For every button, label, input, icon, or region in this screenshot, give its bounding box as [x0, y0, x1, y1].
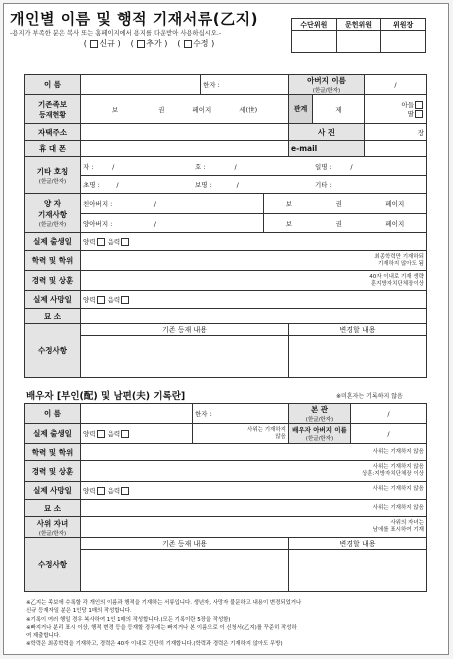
parents-label: 양 자 기재사항 (한글/한자)	[25, 194, 81, 233]
footer-notes	[26, 599, 426, 649]
email-label: e-mail	[289, 141, 365, 157]
spouse-revise-label: 수정사항	[25, 538, 81, 592]
bomyeong-field[interactable]: 보명 : /	[195, 181, 239, 189]
sign-box-2[interactable]	[336, 31, 381, 53]
death-label: 실제 사망일	[25, 291, 81, 309]
signature-table	[291, 18, 426, 53]
bio-father-genealogy[interactable]: 보 권 페이지	[263, 194, 426, 213]
spouse-birth-field[interactable]: 양력 음력	[81, 424, 193, 444]
relation-field[interactable]: 제	[313, 95, 365, 124]
checkbox-icon[interactable]	[97, 430, 105, 438]
checkbox-icon[interactable]	[184, 40, 192, 48]
spouse-career-field[interactable]: 사위는 기재하지 않음 상훈:지방자치단체장 이상	[81, 461, 427, 482]
footer-line: ※빠지거나 분리 표시 이상, 행적 변경 등을 등재할 경우에는 빠지거나 본 이름으로 이 신청서(乙지)를 꾸준히 작성하	[26, 624, 297, 631]
form-subtitle: -용지가 부족한 분은 복사 또는 홈페이지에서 용지를 다운받아 사용하십시오.-	[10, 30, 222, 37]
old-content-field[interactable]	[81, 336, 289, 378]
spouse-new-content-field[interactable]	[289, 550, 427, 592]
revise-label: 수정사항	[25, 324, 81, 378]
spouse-hanja-field[interactable]: 한자 :	[193, 404, 289, 424]
spouse-old-content-field[interactable]	[81, 550, 289, 592]
footer-line: ※기록이 여러 행일 경우 복사하여 1인 1매의 작성합니다.(모든 기록이란 5장을 작성함)	[26, 616, 231, 623]
spouse-table	[24, 403, 427, 592]
person-table	[24, 74, 427, 378]
sign-header-3: 위원장	[381, 19, 426, 31]
footer-line: 여 제출합니다.	[26, 633, 61, 640]
spouse-old-content-header: 기존 등재 내용	[81, 538, 289, 550]
birth-field[interactable]: 양력 음력	[81, 233, 427, 251]
option-new[interactable]: ( 신규 )	[83, 39, 121, 48]
spouse-new-content-header: 변경할 내용	[289, 538, 427, 550]
option-edit[interactable]: ( 수정 )	[177, 39, 215, 48]
death-field[interactable]: 양력 음력	[81, 291, 427, 309]
career-label: 경력 및 상훈	[25, 271, 81, 291]
spouse-grave-field[interactable]: 사위는 기재하지 않음	[81, 500, 427, 517]
email-field[interactable]	[365, 141, 427, 157]
gita-field[interactable]: 기타 :	[315, 181, 332, 189]
spouse-death-label: 실제 사망일	[25, 482, 81, 500]
address-field[interactable]	[81, 124, 289, 141]
footer-line: 신규 등재자일 분은 1인당 1매의 작성합니다.	[26, 608, 132, 615]
form-type-options	[10, 38, 288, 49]
spouse-death-field[interactable]: 양력 음력 사위는 기재하지 않음	[81, 482, 427, 500]
checkbox-icon[interactable]	[97, 487, 105, 495]
son-option[interactable]: 아들	[367, 100, 424, 109]
spouse-grave-label: 묘 소	[25, 500, 81, 517]
sign-header-1: 수단위원	[292, 19, 337, 31]
phone-label: 휴 대 폰	[25, 141, 81, 157]
new-content-field[interactable]	[289, 336, 427, 378]
adopt-father-genealogy[interactable]: 보 권 페이지	[263, 214, 426, 232]
footer-line: ※乙지는 족보에 수록할 각 개인의 이름과 행적을 기재하는 서류입니다. 생년자, 사망자 불문하고 내용이 변경되었거나	[26, 600, 302, 606]
old-content-header: 기존 등재 내용	[81, 324, 289, 336]
sign-header-2: 문헌위원	[336, 19, 381, 31]
form-sheet	[3, 3, 449, 655]
spouse-birth-note: 사위는 기재하지 않음	[193, 424, 289, 444]
new-content-header: 변경할 내용	[289, 324, 427, 336]
spouse-father-field[interactable]: /	[351, 424, 427, 444]
misc-field	[81, 157, 427, 194]
checkbox-icon[interactable]	[97, 238, 105, 246]
option-add[interactable]: ( 추가 )	[130, 39, 168, 48]
edu-label: 학력 및 학위	[25, 251, 81, 271]
genealogy-label: 기존족보 등재현황	[25, 95, 81, 124]
name-field[interactable]	[81, 75, 201, 95]
daughter-option[interactable]: 딸	[367, 109, 424, 118]
spouse-name-field[interactable]	[81, 404, 193, 424]
photo-label: 사 진	[289, 124, 365, 141]
sign-box-3[interactable]	[381, 31, 426, 53]
checkbox-icon[interactable]	[121, 238, 129, 246]
father-field[interactable]: /	[365, 75, 427, 95]
parents-field	[81, 194, 427, 233]
father-label: 아버지 이름 (한글/한자)	[289, 75, 365, 95]
spouse-edu-field[interactable]: 사위는 기재하지 않음	[81, 444, 427, 461]
genealogy-field[interactable]: 보 권 페이지 세(世)	[81, 95, 289, 124]
ilmyeong-field[interactable]: 일명 : /	[315, 162, 353, 171]
child-type-options	[365, 95, 427, 124]
form-title: 개인별 이름 및 행적 기재서류(乙지)	[10, 10, 258, 28]
spouse-career-label: 경력 및 상훈	[25, 461, 81, 482]
name-label: 이 름	[25, 75, 81, 95]
footer-line: ※학력은 최종학력을 기재하고, 경력은 40자 이내로 간단히 기재합니다.(학력과 경력은 기재하지 않아도 무방)	[26, 641, 283, 648]
checkbox-icon[interactable]	[121, 430, 129, 438]
address-label: 자택주소	[25, 124, 81, 141]
spouse-edu-label: 학력 및 학위	[25, 444, 81, 461]
sign-box-1[interactable]	[292, 31, 337, 53]
checkbox-icon[interactable]	[137, 40, 145, 48]
grave-label: 묘 소	[25, 309, 81, 324]
grave-field[interactable]	[81, 309, 427, 324]
ja-field[interactable]: 자 : /	[83, 162, 115, 171]
checkbox-icon[interactable]	[415, 110, 423, 118]
spouse-section-title: 배우자 [부인(配) 및 남편(夫) 기록란]	[26, 391, 186, 402]
career-field[interactable]: 40자 이내로 기재 생략 훈지방자치단체장이상	[81, 271, 427, 291]
checkbox-icon[interactable]	[415, 101, 423, 109]
spouse-name-label: 이 름	[25, 404, 81, 424]
edu-field[interactable]: 최종학력만 기재하되 기재하지 않아도 됨	[81, 251, 427, 271]
ho-field[interactable]: 호 : /	[195, 162, 237, 171]
inlaw-field[interactable]: 사위의 자녀는 남에를 표시하여 기재	[81, 517, 427, 538]
spouse-section-note: ※미혼자는 기록하지 않음	[336, 393, 403, 400]
bongwan-field[interactable]: /	[351, 404, 427, 424]
phone-field[interactable]	[81, 141, 289, 157]
checkbox-icon[interactable]	[121, 487, 129, 495]
photo-count-field[interactable]: 장	[365, 124, 427, 141]
birth-label: 실제 출생일	[25, 233, 81, 251]
hanja-field[interactable]: 한자 :	[201, 75, 289, 95]
relation-label: 관계	[289, 95, 313, 124]
chomyeong-field[interactable]: 초명 : /	[83, 181, 119, 189]
checkbox-icon[interactable]	[90, 40, 98, 48]
bio-father-field[interactable]: 친아버지 : /	[83, 200, 156, 208]
adopt-father-field[interactable]: 양아버지 : /	[83, 219, 156, 228]
bongwan-label: 본 관 (한글/한자)	[289, 404, 351, 424]
spouse-father-label: 배우자 아버지 이름 (한글/한자)	[289, 424, 351, 444]
checkbox-icon[interactable]	[121, 296, 129, 304]
checkbox-icon[interactable]	[97, 296, 105, 304]
misc-label: 기타 호칭 (한글/한자)	[25, 157, 81, 194]
spouse-birth-label: 실제 출생일	[25, 424, 81, 444]
inlaw-label: 사위 자녀 (한글/한자)	[25, 517, 81, 538]
